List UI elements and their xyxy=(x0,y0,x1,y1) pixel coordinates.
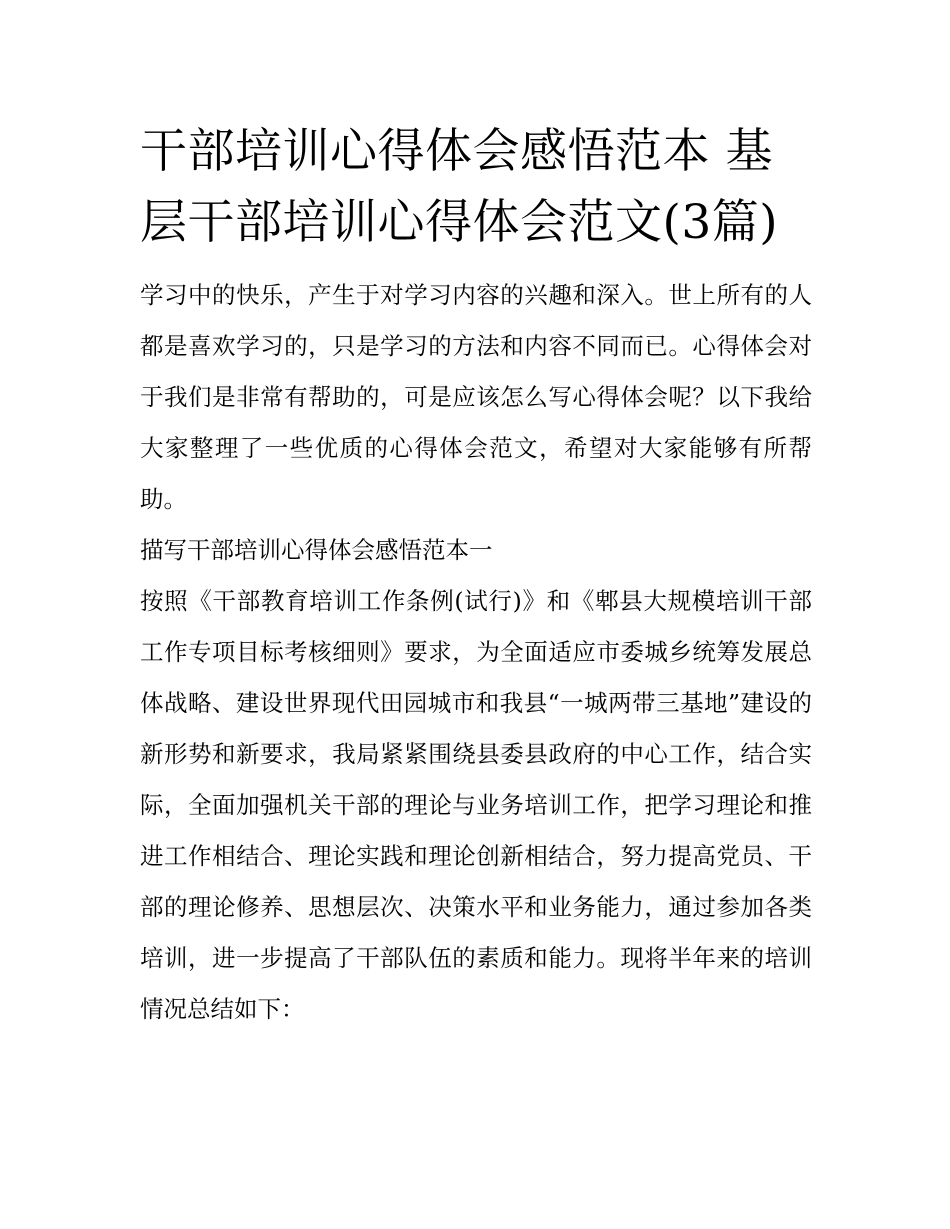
body-paragraph: 按照《干部教育培训工作条例(试行)》和《郫县大规模培训干部工作专项目标考核细则》要求，为全面适应市委城乡统筹发展总体战略、建设世界现代田园城市和我县“一城两带三基地”建设的新形势和新要求，我局紧紧围绕县委县政府的中心工作，结合实际，全面加强机关干部的理论与业务培训工作，把学习理论和推进工作相结合、理论实践和理论创新相结合，努力提高党员、干部的理论修养、思想层次、决策水平和业务能力，通过参加各类培训，进一步提高了干部队伍的素质和能力。现将半年来的培训情况总结如下： xyxy=(140,587,812,1023)
section-heading: 描写干部培训心得体会感悟范本一 xyxy=(140,536,493,564)
document-content xyxy=(140,116,812,1035)
document-title: 干部培训心得体会感悟范本 基层干部培训心得体会范文(3篇) xyxy=(140,124,779,250)
intro-paragraph: 学习中的快乐，产生于对学习内容的兴趣和深入。世上所有的人都是喜欢学习的，只是学习的方法和内容不同而已。心得体会对于我们是非常有帮助的，可是应该怎么写心得体会呢？以下我给大家整理了一些优质的心得体会范文，希望对大家能够有所帮助。 xyxy=(140,281,812,513)
